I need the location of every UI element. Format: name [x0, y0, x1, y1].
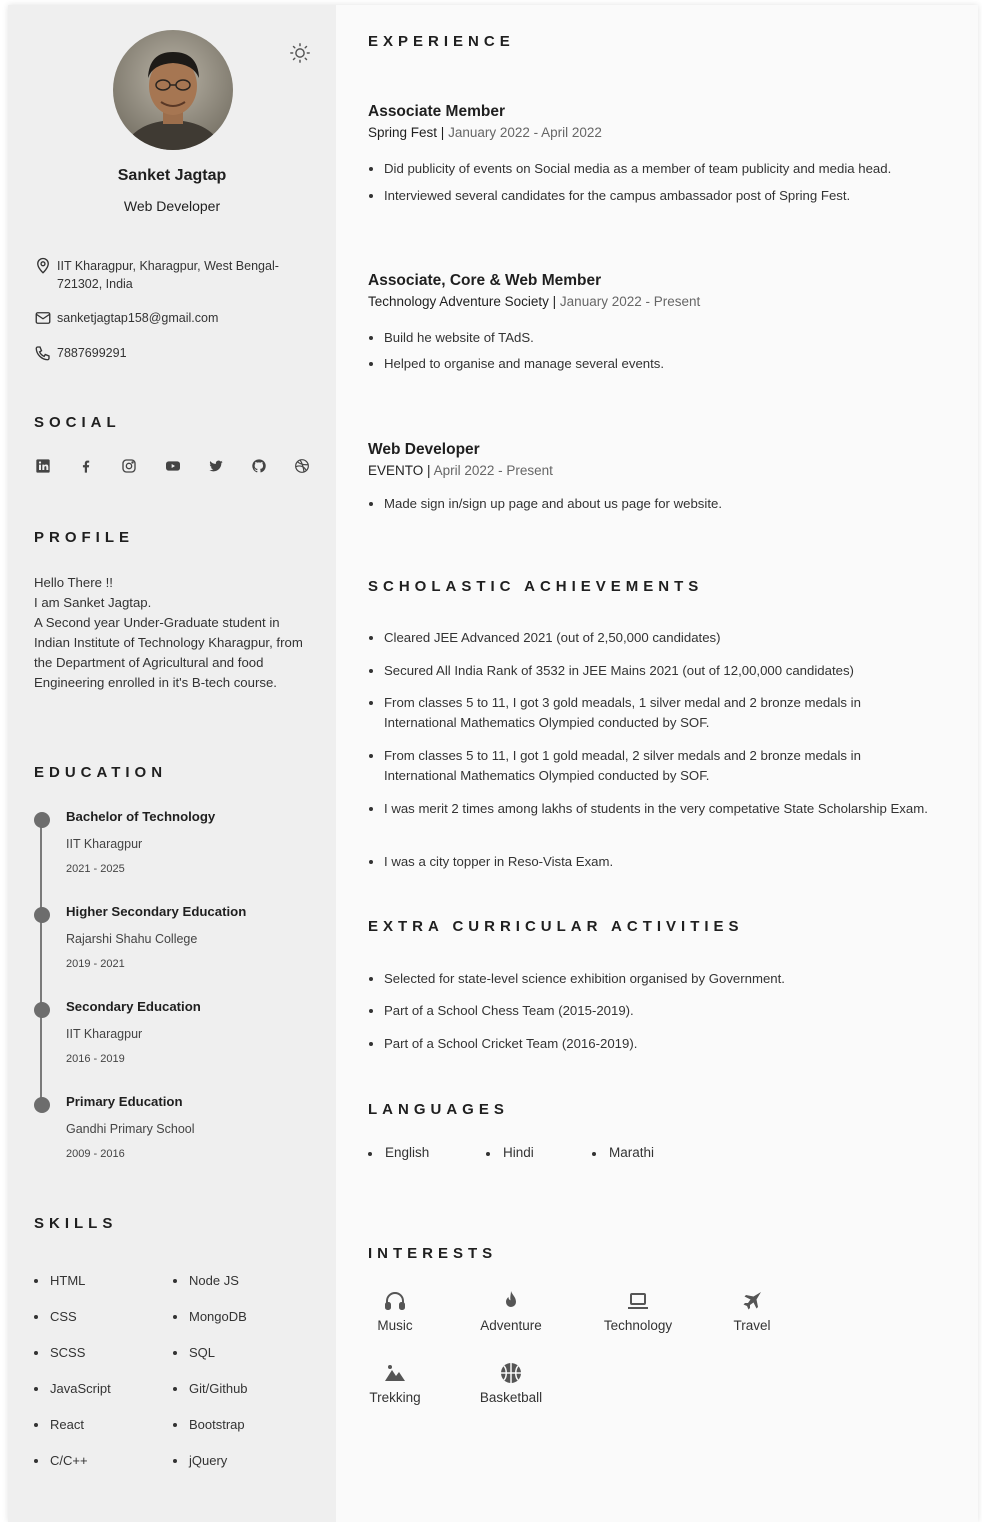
laptop-icon — [626, 1289, 650, 1313]
skill-item: SCSS — [34, 1345, 85, 1360]
job-date: April 2022 - Present — [433, 463, 553, 478]
education-school: IIT Kharagpur — [66, 837, 143, 851]
job-title: Web Developer — [368, 441, 480, 458]
job-org — [368, 294, 700, 309]
linkedin-icon — [35, 458, 51, 474]
interest-technology — [593, 1289, 683, 1333]
education-degree: Secondary Education — [66, 999, 201, 1014]
timeline-dot — [34, 907, 50, 923]
job-bullet: Made sign in/sign up page and about us page for website. — [368, 494, 968, 514]
job-date: January 2022 - April 2022 — [448, 125, 602, 140]
mail-icon — [34, 309, 52, 327]
achievement-item: From classes 5 to 11, I got 1 gold meadal, 2 silver medals and 2 bronze medals in International Mathematics Olympied conducted by SOF. — [368, 746, 928, 786]
language-item: Marathi — [592, 1145, 654, 1160]
job-title: Associate Member — [368, 103, 505, 120]
achievement-item: Cleared JEE Advanced 2021 (out of 2,50,000 candidates) — [368, 628, 968, 648]
right-column — [336, 5, 978, 1522]
education-timeline — [40, 819, 42, 1106]
education-years: 2021 - 2025 — [66, 863, 125, 875]
skill-item: MongoDB — [173, 1309, 247, 1324]
profile-title: PROFILE — [34, 529, 135, 546]
job-title: Associate, Core & Web Member — [368, 272, 602, 289]
instagram-icon — [121, 458, 137, 474]
achievement-item: From classes 5 to 11, I got 3 gold meadals, 1 silver medal and 2 bronze medals in International Mathematics Olympied conducted by SOF. — [368, 693, 928, 733]
left-column — [8, 5, 336, 1522]
twitter-link[interactable] — [207, 457, 225, 475]
skill-item: React — [34, 1417, 84, 1432]
job-org — [368, 463, 553, 478]
skill-item: Node JS — [173, 1273, 239, 1288]
achievement-item: I was merit 2 times among lakhs of students in the very competative State Scholarship Exam. — [368, 799, 968, 819]
interest-adventure — [466, 1289, 556, 1333]
profile-line-1: Hello There !! — [34, 575, 113, 590]
linkedin-link[interactable] — [34, 457, 52, 475]
youtube-link[interactable] — [164, 457, 182, 475]
basketball-icon — [499, 1361, 523, 1385]
job-bullet: Build he website of TAdS. — [368, 328, 968, 348]
job-separator: | — [552, 294, 557, 309]
skill-item: CSS — [34, 1309, 77, 1324]
job-separator: | — [427, 463, 431, 478]
education-years: 2009 - 2016 — [66, 1148, 125, 1160]
skill-item: JavaScript — [34, 1381, 111, 1396]
interest-trekking — [350, 1361, 440, 1405]
location-pin-icon — [34, 257, 52, 275]
achievement-item: I was a city topper in Reso-Vista Exam. — [368, 852, 968, 872]
fire-icon — [499, 1289, 523, 1313]
profile-text — [34, 573, 319, 693]
skill-item: Bootstrap — [173, 1417, 245, 1432]
sun-icon — [289, 42, 311, 64]
education-school: Rajarshi Shahu College — [66, 932, 198, 946]
languages-title: LANGUAGES — [368, 1101, 509, 1118]
timeline-dot — [34, 1002, 50, 1018]
education-school: IIT Kharagpur — [66, 1027, 143, 1041]
achievement-item: Secured All India Rank of 3532 in JEE Mains 2021 (out of 12,00,000 candidates) — [368, 661, 968, 681]
education-school: Gandhi Primary School — [66, 1122, 195, 1136]
address-text: IIT Kharagpur, Kharagpur, West Bengal-721302, India — [57, 259, 279, 291]
profile-line-3: A Second year Under-Graduate student in Indian Institute of Technology Kharagpur, from the Department of Agricultural and food Engineering enrolled in it's B-tech course. — [34, 615, 303, 690]
interest-label: Trekking — [369, 1390, 421, 1405]
interest-label: Technology — [603, 1318, 673, 1333]
scholastic-title: SCHOLASTIC ACHIEVEMENTS — [368, 578, 704, 595]
facebook-link[interactable] — [77, 457, 95, 475]
social-links — [34, 457, 336, 475]
education-years: 2019 - 2021 — [66, 958, 125, 970]
activity-item: Part of a School Cricket Team (2016-2019). — [368, 1034, 968, 1054]
job-bullet: Did publicity of events on Social media as a member of team publicity and media head. — [368, 159, 968, 179]
education-degree: Primary Education — [66, 1094, 183, 1109]
contact-phone[interactable] — [34, 344, 302, 362]
resume-sheet — [8, 5, 978, 1522]
instagram-link[interactable] — [120, 457, 138, 475]
phone-icon — [34, 344, 52, 362]
timeline-dot — [34, 1097, 50, 1113]
activity-item: Part of a School Chess Team (2015-2019). — [368, 1001, 968, 1021]
interest-label: Basketball — [479, 1390, 543, 1405]
interests-title: INTERESTS — [368, 1245, 498, 1262]
experience-title: EXPERIENCE — [368, 33, 515, 50]
job-org-name: EVENTO — [368, 463, 424, 478]
skill-item: Git/Github — [173, 1381, 248, 1396]
interest-label: Adventure — [480, 1318, 542, 1333]
twitter-icon — [208, 458, 224, 474]
profile-line-2: I am Sanket Jagtap. — [34, 595, 152, 610]
theme-toggle-button[interactable] — [288, 41, 312, 65]
job-org — [368, 125, 602, 140]
profile-name: Sanket Jagtap — [117, 167, 227, 184]
contact-email[interactable] — [34, 309, 302, 327]
skills-title: SKILLS — [34, 1215, 118, 1232]
headphones-icon — [383, 1289, 407, 1313]
github-icon — [251, 458, 267, 474]
job-org-name: Technology Adventure Society — [368, 294, 549, 309]
activity-item: Selected for state-level science exhibition organised by Government. — [368, 969, 968, 989]
interest-basketball — [466, 1361, 556, 1405]
facebook-icon — [78, 458, 94, 474]
dribbble-link[interactable] — [293, 457, 311, 475]
mountain-icon — [383, 1361, 407, 1385]
education-degree: Higher Secondary Education — [66, 904, 247, 919]
contact-address — [34, 257, 302, 293]
interest-label: Travel — [733, 1318, 771, 1333]
job-org-name: Spring Fest — [368, 125, 438, 140]
extra-title: EXTRA CURRICULAR ACTIVITIES — [368, 918, 744, 935]
avatar — [113, 30, 233, 150]
education-years: 2016 - 2019 — [66, 1053, 125, 1065]
dribbble-icon — [294, 458, 310, 474]
job-bullet: Interviewed several candidates for the campus ambassador post of Spring Fest. — [368, 186, 968, 206]
job-date: January 2022 - Present — [559, 294, 701, 309]
phone-text[interactable]: 7887699291 — [57, 346, 127, 360]
youtube-icon — [165, 458, 181, 474]
github-link[interactable] — [250, 457, 268, 475]
social-title: SOCIAL — [34, 414, 121, 431]
skill-item: jQuery — [173, 1453, 227, 1468]
interest-music — [350, 1289, 440, 1333]
profile-role: Web Developer — [123, 198, 221, 214]
language-item: Hindi — [486, 1145, 534, 1160]
skill-item: HTML — [34, 1273, 85, 1288]
skill-item: SQL — [173, 1345, 215, 1360]
interest-travel — [707, 1289, 797, 1333]
airplane-icon — [740, 1289, 764, 1313]
email-text[interactable]: sanketjagtap158@gmail.com — [57, 311, 219, 325]
education-title: EDUCATION — [34, 764, 168, 781]
skill-item: C/C++ — [34, 1453, 88, 1468]
timeline-dot — [34, 812, 50, 828]
education-degree: Bachelor of Technology — [66, 809, 216, 824]
interest-label: Music — [377, 1318, 413, 1333]
job-separator: | — [440, 125, 445, 140]
job-bullet: Helped to organise and manage several events. — [368, 354, 968, 374]
language-item: English — [368, 1145, 429, 1160]
